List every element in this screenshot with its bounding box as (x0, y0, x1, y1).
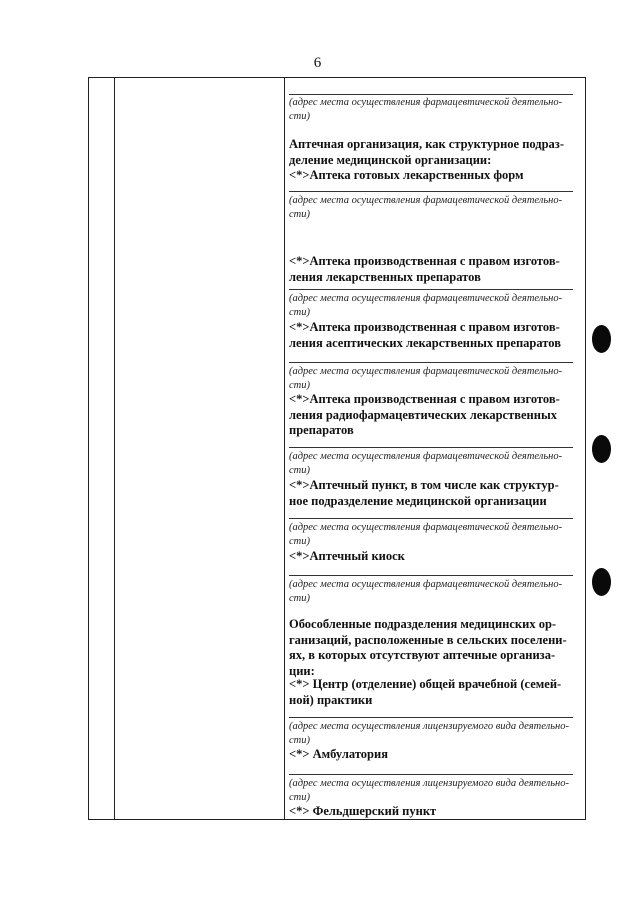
punch-hole-mark (592, 435, 611, 463)
address-caption: (адрес места осуществления фармацевтической деятельно-сти) (289, 451, 563, 476)
address-caption: (адрес места осуществления фармацевтической деятельно-сти) (289, 522, 563, 547)
address-line (289, 191, 573, 192)
address-line (289, 717, 573, 718)
item-pharmacy-point: <*>Аптечный пункт, в том числе как структур-ное подразделение медицинской организации (289, 478, 559, 508)
punch-hole-mark (592, 325, 611, 353)
table-column-divider-1 (114, 77, 115, 820)
item-production-pharmacy: <*>Аптека производственная с правом изготов-ления лекарственных препаратов (289, 254, 560, 284)
item-ambulatory: <*> Амбулатория (289, 747, 388, 761)
address-caption: (адрес места осуществления фармацевтической деятельно-сти) (289, 293, 563, 318)
address-line (289, 289, 573, 290)
document-table (88, 77, 586, 820)
address-line (289, 94, 573, 95)
address-caption: (адрес места осуществления фармацевтической деятельно-сти) (289, 579, 563, 604)
section-heading-pharmacy-org: Аптечная организация, как структурное подраз-деление медицинской организации: (289, 137, 564, 167)
address-caption: (адрес места осуществления лицензируемого вида деятельно-сти) (289, 721, 569, 746)
table-top-border (88, 77, 586, 78)
item-pharmacy-kiosk: <*>Аптечный киоск (289, 549, 405, 563)
address-caption: (адрес места осуществления фармацевтической деятельно-сти) (289, 195, 563, 220)
table-left-border (88, 77, 89, 820)
address-line (289, 774, 573, 775)
address-line (289, 362, 573, 363)
section-heading-rural-subdivisions: Обособленные подразделения медицинских ор-ганизаций, расположенные в сельских поселени-ях, в которых отсутствуют аптечные организа-ции: (289, 617, 567, 678)
address-line (289, 518, 573, 519)
item-aseptic-pharmacy: <*>Аптека производственная с правом изготов-ления асептических лекарственных препаратов (289, 320, 561, 350)
address-line (289, 575, 573, 576)
address-caption: (адрес места осуществления лицензируемого вида деятельно-сти) (289, 778, 569, 803)
item-finished-forms-pharmacy: <*>Аптека готовых лекарственных форм (289, 168, 524, 182)
address-line (289, 447, 573, 448)
item-general-practice-center: <*> Центр (отделение) общей врачебной (семей-ной) практики (289, 677, 562, 707)
table-right-border (585, 77, 586, 820)
page-number: 6 (313, 55, 322, 71)
item-radiopharmaceutical-pharmacy: <*>Аптека производственная с правом изготов-ления радиофармацевтических лекарственных препаратов (289, 392, 560, 437)
punch-hole-mark (592, 568, 611, 596)
address-caption: (адрес места осуществления фармацевтической деятельно-сти) (289, 366, 563, 391)
item-feldsher-point: <*> Фельдшерский пункт (289, 804, 437, 818)
address-caption: (адрес места осуществления фармацевтической деятельно-сти) (289, 97, 563, 122)
table-column-divider-2 (284, 77, 285, 820)
